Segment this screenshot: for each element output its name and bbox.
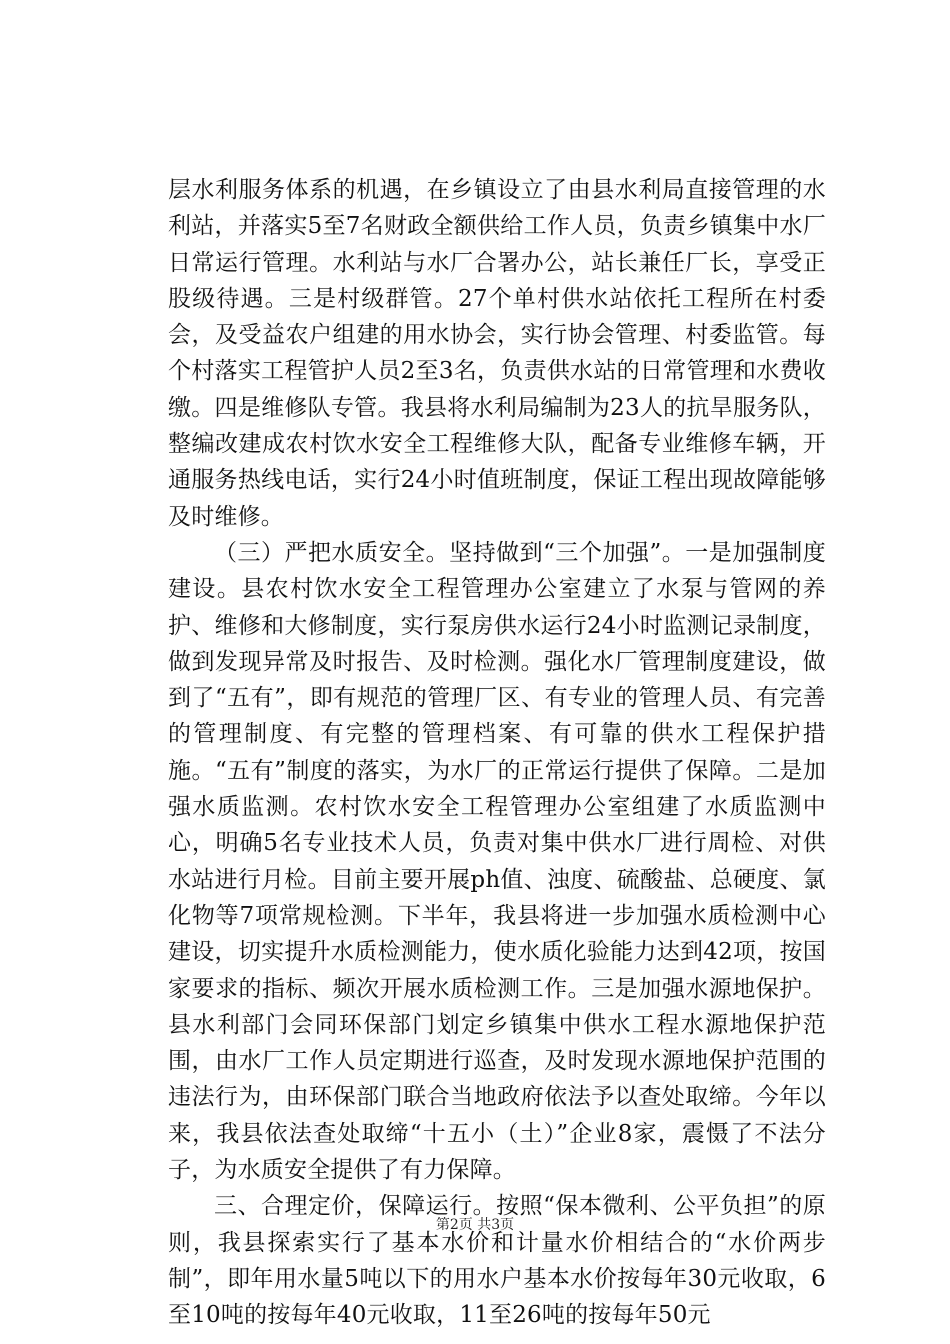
paragraph-water-quality: （三）严把水质安全。坚持做到“三个加强”。一是加强制度建设。县农村饮水安全工程管理办公室建立了水泵与管网的养护、维修和大修制度，实行泵房供水运行24小时监测记录制度，做到发现异常及时报告、及时检测。强化水厂管理制度建设，做到了“五有”，即有规范的管理厂区、有专业的管理人员、有完善的管理制度、有完整的管理档案、有可靠的供水工程保护措施。“五有”制度的落实，为水厂的正常运行提供了保障。二是加强水质监测。农村饮水安全工程管理办公室组建了水质监测中心，明确5名专业技术人员，负责对集中供水厂进行周检、对供水站进行月检。目前主要开展ph值、浊度、硫酸盐、总硬度、氯化物等7项常规检测。下半年，我县将进一步加强水质检测中心建设，切实提升水质检测能力，使水质化验能力达到42项，按国家要求的指标、频次开展水质检测工作。三是加强水源地保护。县水利部门会同环保部门划定乡镇集中供水工程水源地保护范围，由水厂工作人员定期进行巡查，及时发现水源地保护范围的违法行为，由环保部门联合当地政府依法予以查处取缔。今年以来，我县依法查处取缔“十五小（土）”企业8家，震慑了不法分子，为水质安全提供了有力保障。 — [168, 539, 826, 1184]
page-footer: 第2页 共3页 — [435, 1217, 515, 1233]
paragraph-pricing: 三、合理定价，保障运行。按照“保本微利、公平负担”的原则，我县探索实行了基本水价和计量水价相结合的“水价两步制”，即年用水量5吨以下的用水户基本水价按每年30元收取，6至10吨的按每年40元收取，11至26吨的按每年50元 — [168, 1193, 826, 1329]
document-body — [168, 172, 826, 1334]
paragraph-continued: 层水利服务体系的机遇，在乡镇设立了由县水利局直接管理的水利站，并落实5至7名财政全额供给工作人员，负责乡镇集中水厂日常运行管理。水利站与水厂合署办公，站长兼任厂长，享受正股级待遇。三是村级群管。27个单村供水站依托工程所在村委会，及受益农户组建的用水协会，实行协会管理、村委监管。每个村落实工程管护人员2至3名，负责供水站的日常管理和水费收缴。四是维修队专管。我县将水利局编制为23人的抗旱服务队，整编改建成农村饮水安全工程维修大队，配备专业维修车辆，开通服务热线电话，实行24小时值班制度，保证工程出现故障能够及时维修。 — [168, 177, 826, 530]
